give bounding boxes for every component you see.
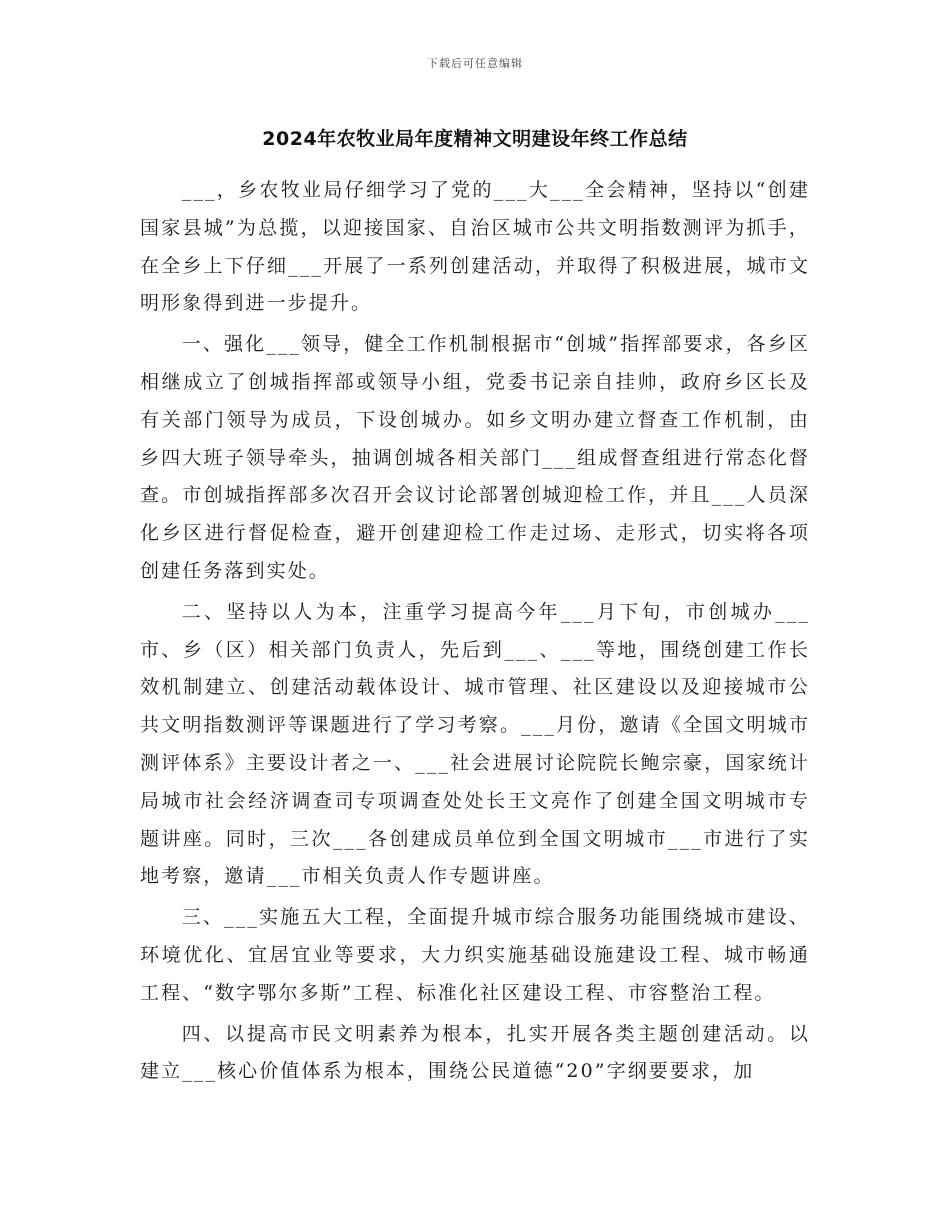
paragraph-section-1: 一、强化___领导，健全工作机制根据市“创城”指挥部要求，各乡区相继成立了创城指挥部或领导小组，党委书记亲自挂帅，政府乡区长及有关部门领导为成员，下设创城办。如乡文明办建立督查工作机制，由乡四大班子领导牵头，抽调创城各相关部门___组成督查组进行常态化督查。市创城指挥部多次召开会议讨论部署创城迎检工作，并且___人员深化乡区进行督促检查，避开创建迎检工作走过场、走形式，切实将各项创建任务落到实处。 (140, 333, 810, 582)
document-title: 2024年农牧业局年度精神文明建设年终工作总结 (262, 128, 688, 150)
document-body (140, 172, 810, 1094)
paragraph-section-3: 三、___实施五大工程，全面提升城市综合服务功能围绕城市建设、环境优化、宜居宜业等要求，大力织实施基础设施建设工程、城市畅通工程、“数字鄂尔多斯”工程、标准化社区建设工程、市容整治工程。 (140, 906, 810, 1004)
paragraph-section-4: 四、以提高市民文明素养为根本，扎实开展各类主题创建活动。以建立___核心价值体系为根本，围绕公民道德“20”字纲要要求，加 (140, 1022, 810, 1083)
paragraph-section-2: 二、坚持以人为本，注重学习提高今年___月下旬，市创城办___市、乡（区）相关部门负责人，先后到___、___等地，围绕创建工作长效机制建立、创建活动载体设计、城市管理、社区建设以及迎接城市公共文明指数测评等课题进行了学习考察。___月份，邀请《全国文明城市测评体系》主要设计者之一、___社会进展讨论院院长鲍宗豪，国家统计局城市社会经济调查司专项调查处处长王文亮作了创建全国文明城市专题讲座。同时，三次___各创建成员单位到全国文明城市___市进行了实地考察，邀请___市相关负责人作专题讲座。 (140, 600, 810, 888)
header-note: 下载后可任意编辑 (427, 57, 523, 70)
paragraph-intro: ___，乡农牧业局仔细学习了党的___大___全会精神，坚持以“创建国家县城”为总揽，以迎接国家、自治区城市公共文明指数测评为抓手，在全乡上下仔细___开展了一系列创建活动，并取得了积极进展，城市文明形象得到进一步提升。 (140, 179, 810, 315)
